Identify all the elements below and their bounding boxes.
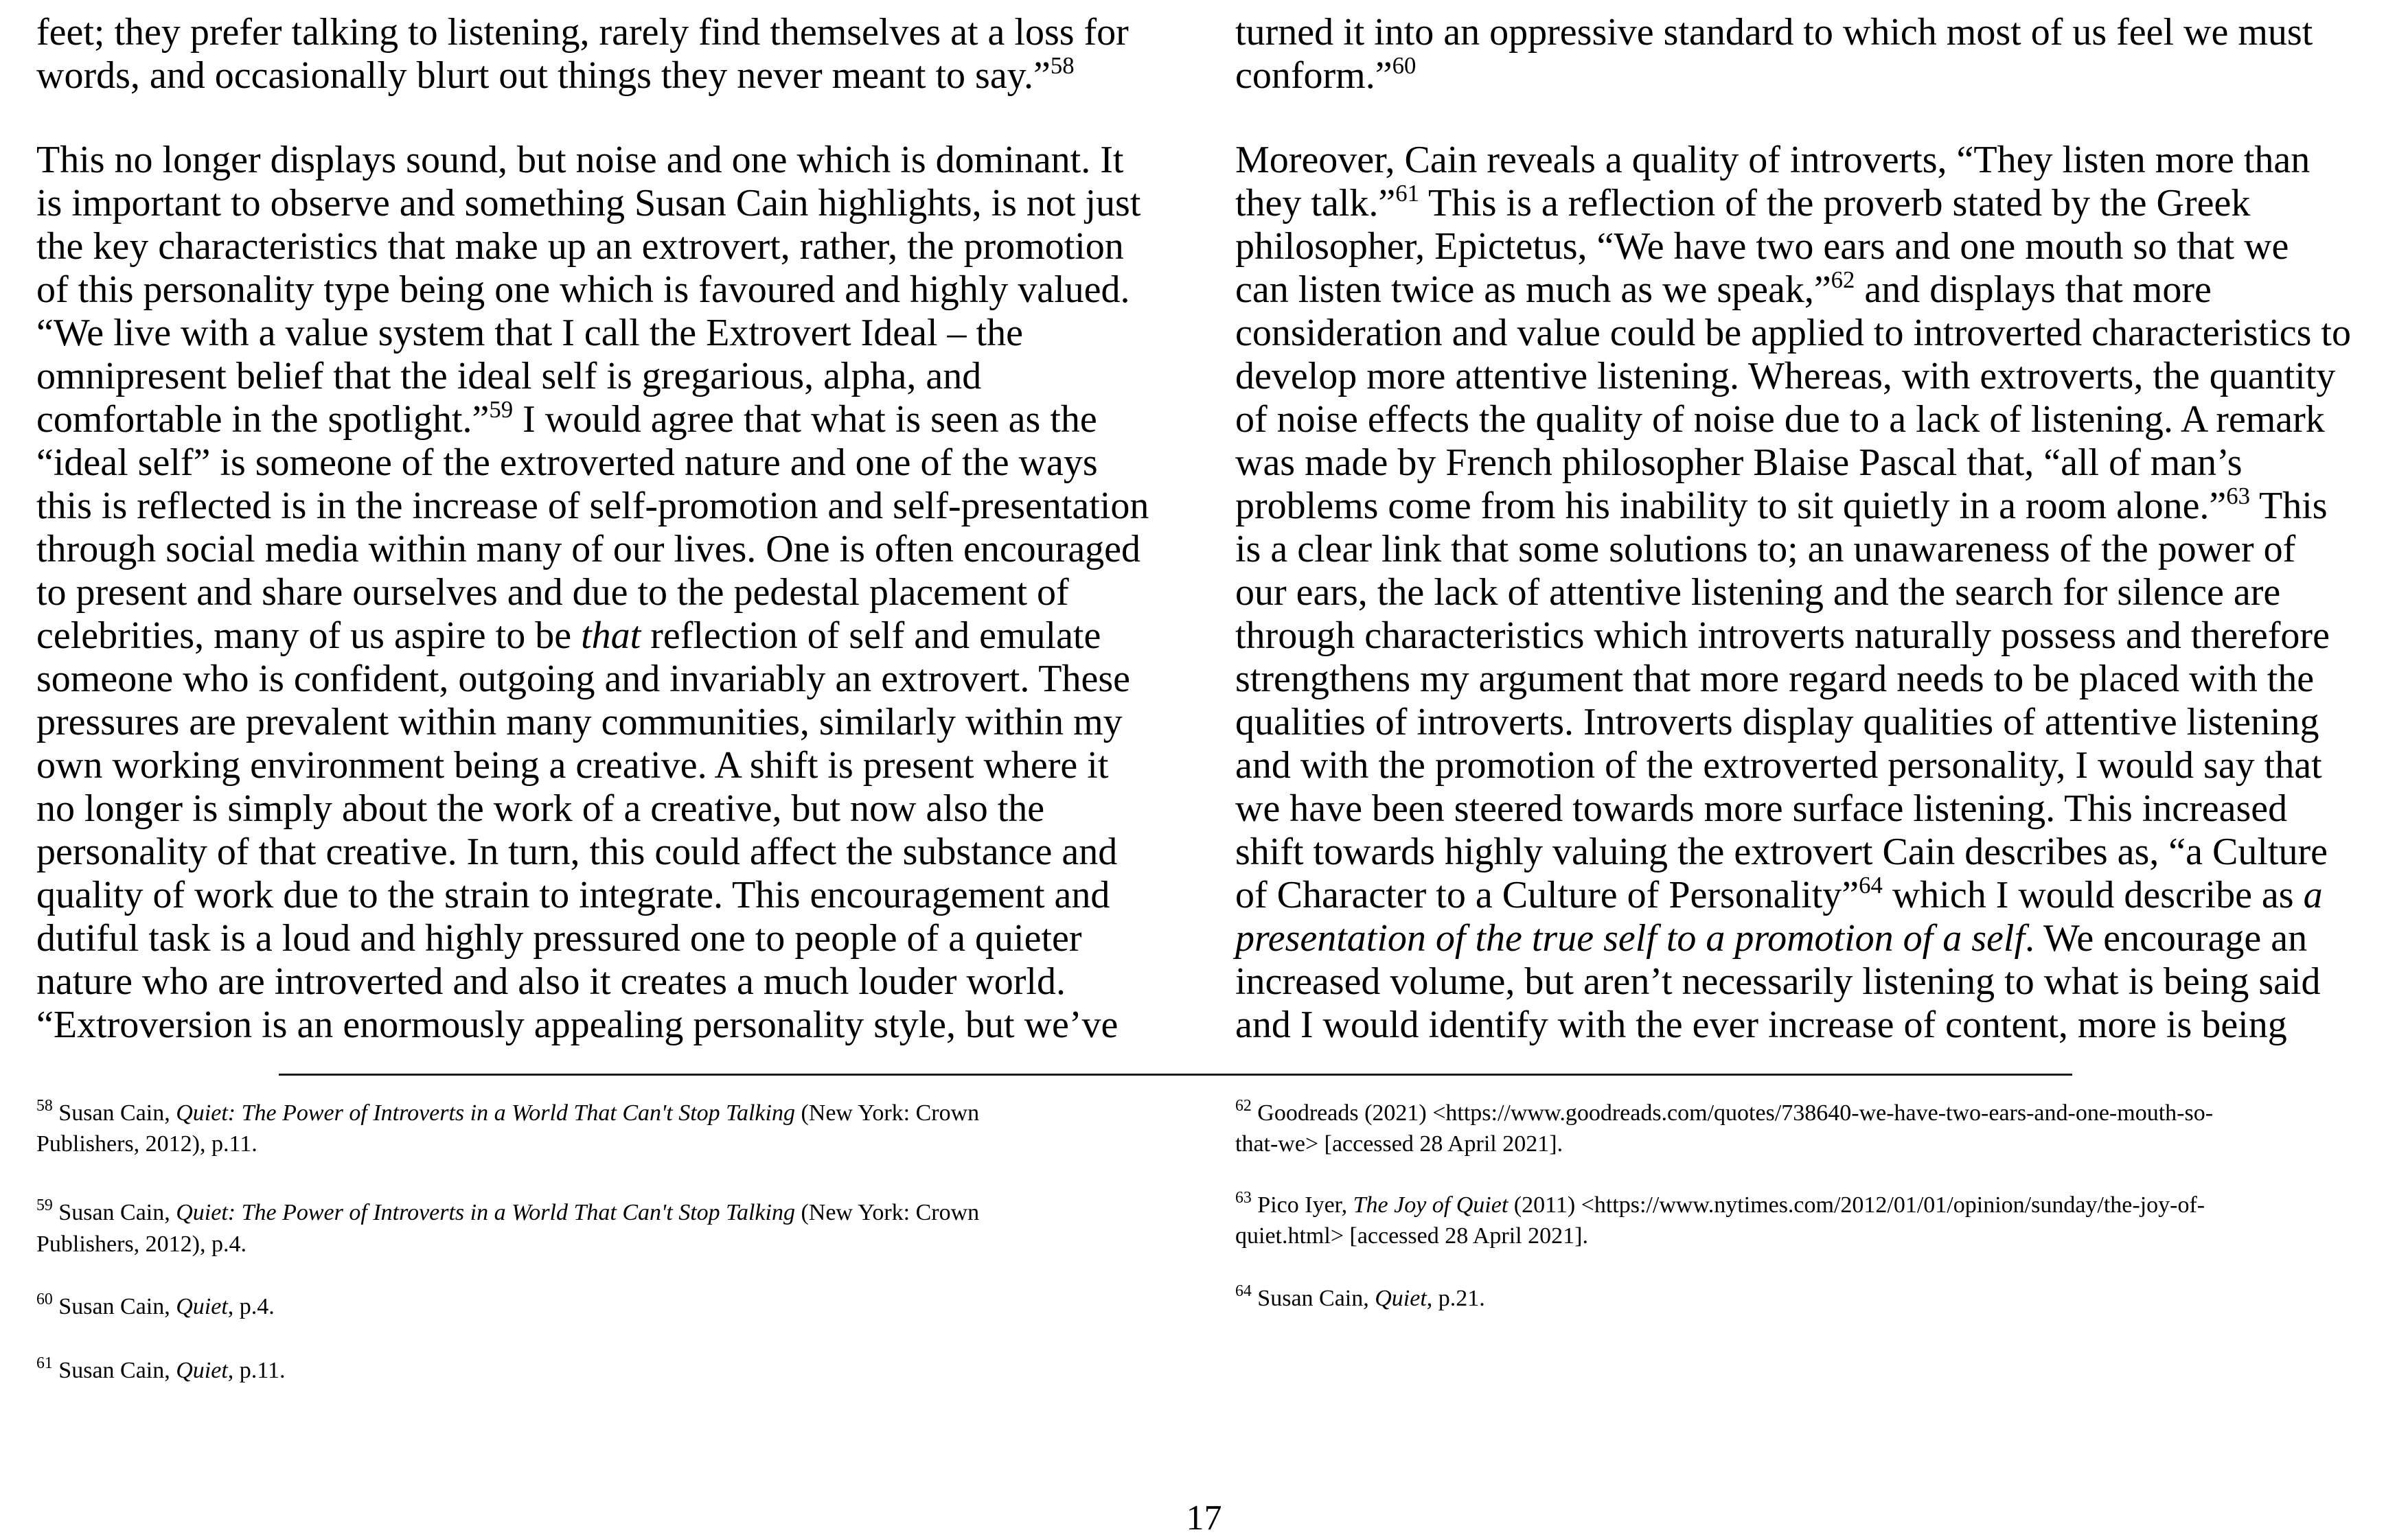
text-run: Susan Cain, bbox=[52, 1200, 176, 1225]
italic-text: Quiet: The Power of Introverts in a World That Can't Stop Talking bbox=[176, 1200, 795, 1225]
text-run: turned it into an oppressive standard to which most of us feel we must bbox=[1235, 11, 2313, 54]
text-run: reflection of self and emulate bbox=[641, 614, 1101, 657]
text-run: and with the promotion of the extroverted personality, I would say that bbox=[1235, 744, 2322, 787]
body-text-line bbox=[36, 312, 1023, 355]
text-run: is important to observe and something Susan Cain highlights, is not just bbox=[36, 182, 1141, 224]
footnote-line bbox=[36, 1098, 979, 1129]
body-text-line bbox=[1235, 1004, 2287, 1047]
italic-text: Quiet bbox=[176, 1294, 228, 1319]
body-text-line bbox=[36, 658, 1130, 701]
footnote-reference: 64 bbox=[1235, 1282, 1252, 1301]
text-run: through social media within many of our lives. One is often encouraged bbox=[36, 528, 1141, 570]
footnote-reference: 61 bbox=[36, 1354, 53, 1373]
footnote-line bbox=[36, 1355, 286, 1386]
body-text-line bbox=[36, 139, 1123, 182]
text-run: no longer is simply about the work of a creative, but now also the bbox=[36, 787, 1045, 830]
text-run: celebrities, many of us aspire to be bbox=[36, 614, 582, 657]
text-run: “Extroversion is an enormously appealing personality style, but we’ve bbox=[36, 1004, 1119, 1046]
text-run: is a clear link that some solutions to; an unawareness of the power of bbox=[1235, 528, 2296, 570]
text-run: own working environment being a creative. A shift is present where it bbox=[36, 744, 1109, 787]
body-text-line bbox=[36, 395, 1097, 441]
text-run: quiet.html> [accessed 28 April 2021]. bbox=[1235, 1223, 1588, 1249]
text-run: This no longer displays sound, but noise and one which is dominant. It bbox=[36, 139, 1124, 181]
text-run: increased volume, but aren’t necessarily listening to what is being said bbox=[1235, 960, 2321, 1003]
text-run: of Character to a Culture of Personality” bbox=[1235, 874, 1859, 916]
text-run: of this personality type being one which is favoured and highly valued. bbox=[36, 268, 1130, 311]
body-text-line bbox=[1235, 701, 2319, 744]
body-text-line bbox=[36, 225, 1124, 268]
text-run: we have been steered towards more surface listening. This increased bbox=[1235, 787, 2288, 830]
text-run: feet; they prefer talking to listening, rarely find themselves at a loss for bbox=[36, 11, 1129, 54]
body-text-line bbox=[1235, 398, 2325, 441]
footnote-reference: 64 bbox=[1859, 871, 1883, 899]
text-run: comfortable in the spotlight.” bbox=[36, 398, 490, 441]
body-text-line bbox=[36, 614, 1101, 658]
body-text-line bbox=[36, 182, 1140, 225]
body-text-line bbox=[36, 51, 1075, 97]
footnote-reference: 59 bbox=[36, 1196, 53, 1215]
text-run: I would agree that what is seen as the bbox=[513, 398, 1097, 441]
footnote-line bbox=[36, 1129, 257, 1159]
text-run: to present and share ourselves and due to the pedestal placement of bbox=[36, 571, 1069, 614]
text-run: philosopher, Epictetus, “We have two ears and one mouth so that we bbox=[1235, 225, 2289, 268]
footnote-reference: 62 bbox=[1831, 266, 1855, 293]
footnote-reference: 58 bbox=[36, 1097, 53, 1115]
body-text-line bbox=[36, 787, 1044, 831]
footnote-line bbox=[1235, 1098, 2213, 1129]
footnote-line bbox=[36, 1291, 275, 1322]
footnote-line bbox=[36, 1229, 246, 1260]
footnote-reference: 61 bbox=[1395, 179, 1419, 207]
body-text-line bbox=[1235, 960, 2321, 1004]
footnote-reference: 58 bbox=[1050, 51, 1075, 79]
text-run: dutiful task is a loud and highly pressured one to people of a quieter bbox=[36, 917, 1082, 960]
text-run: Pico Iyer, bbox=[1251, 1192, 1353, 1218]
text-run: Susan Cain, bbox=[52, 1294, 176, 1319]
body-text-line bbox=[1235, 482, 2328, 528]
body-text-line bbox=[1235, 917, 2307, 960]
text-run: Susan Cain, bbox=[52, 1100, 176, 1126]
body-text-line bbox=[36, 355, 981, 398]
body-text-line bbox=[1235, 831, 2328, 874]
text-run: that-we> [accessed 28 April 2021]. bbox=[1235, 1131, 1563, 1157]
body-text-line bbox=[1235, 139, 2310, 182]
body-text-line bbox=[1235, 658, 2314, 701]
text-run: (New York: Crown bbox=[794, 1200, 980, 1225]
body-text-line bbox=[1235, 268, 2212, 312]
text-run: quality of work due to the strain to integrate. This encouragement and bbox=[36, 874, 1110, 916]
italic-text: Quiet: The Power of Introverts in a World That Can't Stop Talking bbox=[176, 1100, 795, 1126]
body-text-line bbox=[36, 744, 1108, 787]
text-run: can listen twice as much as we speak,” bbox=[1235, 268, 1831, 311]
body-text-line bbox=[1235, 51, 1417, 97]
text-run: , p.4. bbox=[227, 1294, 275, 1319]
body-text-line bbox=[1235, 871, 2323, 917]
text-run: was made by French philosopher Blaise Pascal that, “all of man’s bbox=[1235, 441, 2243, 484]
text-run: (New York: Crown bbox=[794, 1100, 980, 1126]
footnote-line bbox=[1235, 1283, 1485, 1314]
text-run: This bbox=[2250, 485, 2328, 527]
body-text-line bbox=[36, 960, 1066, 1004]
text-run: pressures are prevalent within many communities, similarly within my bbox=[36, 701, 1123, 743]
body-text-line bbox=[1235, 614, 2330, 658]
text-run: Publishers, 2012), p.11. bbox=[36, 1131, 257, 1157]
body-text-line bbox=[36, 874, 1110, 917]
footnote-reference: 62 bbox=[1235, 1097, 1252, 1115]
body-text-line bbox=[1235, 355, 2335, 398]
text-run: problems come from his inability to sit quietly in a room alone.” bbox=[1235, 485, 2227, 527]
footnote-reference: 59 bbox=[489, 395, 514, 423]
text-run: someone who is confident, outgoing and invariably an extrovert. These bbox=[36, 658, 1131, 700]
footnote-reference: 60 bbox=[1392, 51, 1417, 79]
italic-text: Quiet bbox=[176, 1358, 228, 1383]
text-run: words, and occasionally blurt out things they never meant to say.” bbox=[36, 54, 1051, 97]
text-run: “ideal self” is someone of the extroverted nature and one of the ways bbox=[36, 441, 1098, 484]
footnote-reference: 63 bbox=[1235, 1189, 1252, 1207]
text-run: Moreover, Cain reveals a quality of introverts, “They listen more than bbox=[1235, 139, 2310, 181]
body-text-line bbox=[1235, 179, 2251, 225]
body-text-line bbox=[36, 528, 1140, 571]
text-run: of noise effects the quality of noise due to a lack of listening. A remark bbox=[1235, 398, 2325, 441]
text-run: and I would identify with the ever increase of content, more is being bbox=[1235, 1004, 2287, 1046]
body-text-line bbox=[1235, 571, 2280, 614]
text-run: which I would describe as bbox=[1882, 874, 2304, 916]
text-run: and displays that more bbox=[1855, 268, 2212, 311]
italic-text: presentation of the true self to a promotion of a self bbox=[1235, 917, 2025, 960]
body-text-line bbox=[36, 1004, 1118, 1047]
text-run: personality of that creative. In turn, this could affect the substance and bbox=[36, 831, 1118, 873]
body-text-line bbox=[1235, 225, 2289, 268]
italic-text: a bbox=[2303, 874, 2323, 916]
footnote-line bbox=[1235, 1190, 2205, 1220]
footnote-reference: 63 bbox=[2226, 482, 2251, 509]
text-run: this is reflected is in the increase of self-promotion and self-presentation bbox=[36, 485, 1149, 527]
text-run: Susan Cain, bbox=[1251, 1286, 1375, 1311]
text-run: consideration and value could be applied to introverted characteristics to bbox=[1235, 312, 2351, 354]
italic-text: The Joy of Quiet bbox=[1353, 1192, 1509, 1218]
text-run: conform.” bbox=[1235, 54, 1392, 97]
body-text-line bbox=[1235, 528, 2295, 571]
body-text-line bbox=[36, 11, 1129, 54]
text-run: qualities of introverts. Introverts display qualities of attentive listening bbox=[1235, 701, 2319, 743]
page-number: 17 bbox=[1186, 1498, 1222, 1538]
body-text-line bbox=[36, 441, 1098, 485]
text-run: , p.21. bbox=[1426, 1286, 1485, 1311]
text-run: omnipresent belief that the ideal self is gregarious, alpha, and bbox=[36, 355, 982, 397]
body-text-line bbox=[1235, 11, 2313, 54]
body-text-line bbox=[1235, 787, 2287, 831]
text-run: . We encourage an bbox=[2025, 917, 2308, 960]
body-text-line bbox=[36, 917, 1082, 960]
footnote-line bbox=[1235, 1220, 1588, 1251]
footnote-line bbox=[36, 1197, 979, 1228]
text-run: our ears, the lack of attentive listening and the search for silence are bbox=[1235, 571, 2281, 614]
text-run: “We live with a value system that I call the Extrovert Ideal – the bbox=[36, 312, 1023, 354]
text-run: they talk.” bbox=[1235, 182, 1396, 224]
text-run: the key characteristics that make up an extrovert, rather, the promotion bbox=[36, 225, 1124, 268]
text-run: This is a reflection of the proverb stated by the Greek bbox=[1419, 182, 2251, 224]
footnote-line bbox=[1235, 1129, 1563, 1159]
text-run: Publishers, 2012), p.4. bbox=[36, 1231, 246, 1257]
text-run: shift towards highly valuing the extrovert Cain describes as, “a Culture bbox=[1235, 831, 2328, 873]
text-run: (2011) <https://www.nytimes.com/2012/01/01/opinion/sunday/the-joy-of- bbox=[1508, 1192, 2205, 1218]
text-run: Susan Cain, bbox=[52, 1358, 176, 1383]
footnote-separator-rule bbox=[279, 1074, 2072, 1076]
text-run: strengthens my argument that more regard needs to be placed with the bbox=[1235, 658, 2315, 700]
text-run: , p.11. bbox=[227, 1358, 286, 1383]
text-run: develop more attentive listening. Whereas, with extroverts, the quantity bbox=[1235, 355, 2336, 397]
text-run: through characteristics which introverts naturally possess and therefore bbox=[1235, 614, 2330, 657]
footnote-reference: 60 bbox=[36, 1291, 53, 1309]
body-text-line bbox=[36, 701, 1123, 744]
body-text-line bbox=[1235, 744, 2322, 787]
body-text-line bbox=[1235, 312, 2351, 355]
text-run: nature who are introverted and also it creates a much louder world. bbox=[36, 960, 1066, 1003]
text-run: Goodreads (2021) <https://www.goodreads.com/quotes/738640-we-have-two-ears-and-one-mouth-so- bbox=[1251, 1100, 2214, 1126]
italic-text: Quiet bbox=[1375, 1286, 1427, 1311]
body-text-line bbox=[36, 831, 1117, 874]
body-text-line bbox=[36, 571, 1069, 614]
body-text-line bbox=[36, 485, 1149, 528]
italic-text: that bbox=[581, 614, 641, 657]
body-text-line bbox=[1235, 441, 2243, 485]
body-text-line bbox=[36, 268, 1130, 312]
